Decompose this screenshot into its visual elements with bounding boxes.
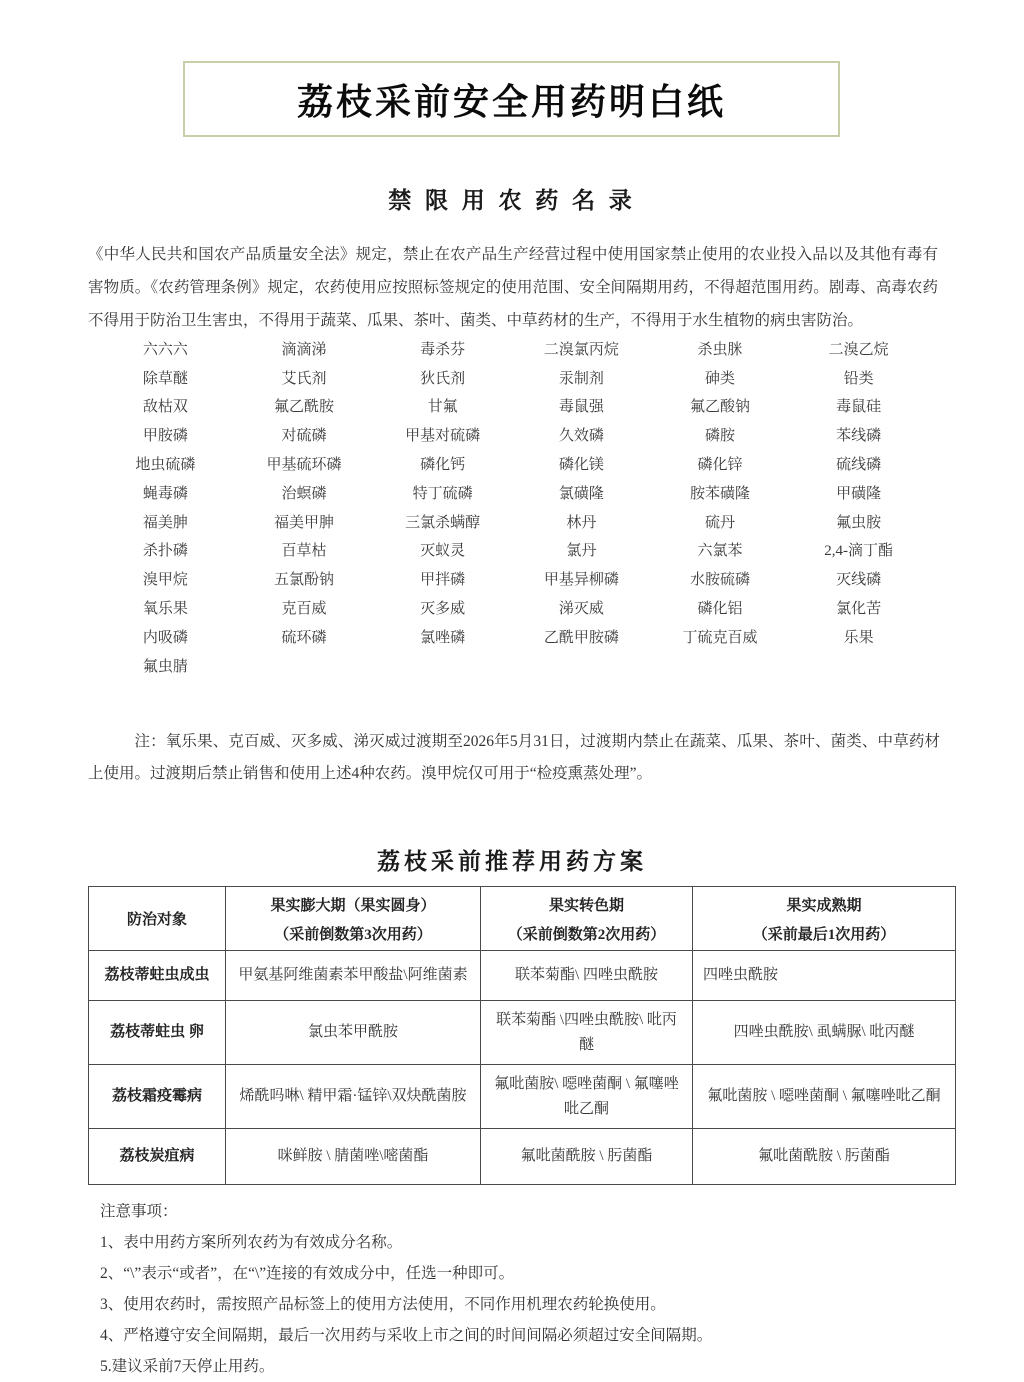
header-line1: 果实转色期 (548, 897, 624, 914)
table-cell: 荔枝蒂蛀虫成虫 (89, 951, 226, 1001)
banned-pesticide-item: 对硫磷 (281, 428, 327, 445)
banned-pesticide-item: 二溴乙烷 (828, 341, 889, 358)
banned-pesticide-item: 乙酰甲胺磷 (543, 629, 619, 646)
banned-pesticide-item: 氟虫腈 (142, 658, 188, 675)
banned-pesticide-item: 林丹 (566, 514, 597, 531)
banned-pesticide-item: 水胺硫磷 (689, 572, 750, 589)
banned-pesticide-item: 蝇毒磷 (142, 485, 188, 502)
banned-pesticide-item: 福美胂 (142, 514, 188, 531)
banned-pesticide-item: 百草枯 (281, 543, 327, 560)
table-header-cell (89, 887, 226, 951)
note-item: 2、“\”表示“或者”，在“\”连接的有效成分中，任选一种即可。 (100, 1265, 515, 1282)
banned-pesticide-item: 艾氏剂 (281, 370, 327, 387)
banned-section-intro: 《中华人民共和国农产品质量安全法》规定，禁止在农产品生产经营过程中使用国家禁止使用的农业投入品以及其他有毒有害物质。《农药管理条例》规定，农药使用应按照标签规定的使用范围、安全间隔期用药，不得超范围用药。剧毒、高毒农药不得用于防治卫生害虫，不得用于蔬菜、瓜果、茶叶、菌类、中草药材的生产，不得用于水生植物的病虫害防治。 (88, 245, 938, 329)
banned-pesticide-item: 六氯苯 (697, 543, 743, 560)
table-header-cell (226, 887, 481, 951)
banned-pesticide-item: 毒杀芬 (420, 341, 466, 358)
banned-pesticide-item: 内吸磷 (142, 629, 188, 646)
banned-pesticide-item: 硫环磷 (281, 629, 327, 646)
table-header-cell (693, 887, 956, 951)
banned-pesticide-item: 氯磺隆 (558, 485, 604, 502)
banned-pesticide-item: 氟乙酸钠 (689, 399, 750, 416)
header-line2: （采前倒数第2次用药） (507, 926, 666, 943)
banned-pesticide-item: 氟虫胺 (836, 514, 882, 531)
banned-pesticide-item: 乐果 (843, 629, 874, 646)
banned-pesticide-item: 苯线磷 (836, 428, 882, 445)
recommendation-table-head (89, 887, 956, 951)
banned-pesticide-item: 磷胺 (704, 428, 735, 445)
banned-pesticide-grid (96, 334, 928, 680)
page-title: 荔枝采前安全用药明白纸 (296, 80, 726, 122)
banned-pesticide-item: 氧乐果 (142, 601, 188, 618)
banned-section-heading: 禁 限 用 农 药 名 录 (388, 188, 636, 213)
banned-pesticide-item: 甲基异柳磷 (543, 572, 619, 589)
banned-pesticide-item: 滴滴涕 (281, 341, 327, 358)
banned-pesticide-item: 二溴氯丙烷 (543, 341, 619, 358)
table-cell: 氟吡菌酰胺 \ 肟菌酯 (481, 1129, 693, 1185)
banned-pesticide-item: 灭蚁灵 (420, 543, 466, 560)
table-cell: 烯酰吗啉\ 精甲霜·锰锌\双炔酰菌胺 (226, 1065, 481, 1129)
banned-pesticide-item: 磷化镁 (558, 457, 604, 474)
banned-pesticide-item: 丁硫克百威 (682, 629, 758, 646)
table-cell: 氟吡菌酰胺 \ 肟菌酯 (693, 1129, 956, 1185)
banned-pesticide-item: 狄氏剂 (420, 370, 466, 387)
banned-pesticide-item: 毒鼠强 (558, 399, 604, 416)
banned-pesticide-item: 五氯酚钠 (273, 572, 334, 589)
banned-pesticide-item: 克百威 (281, 601, 327, 618)
banned-pesticide-item: 氟乙酰胺 (273, 399, 334, 416)
banned-pesticide-item: 甲拌磷 (420, 572, 466, 589)
header-line2: （采前倒数第3次用药） (274, 926, 432, 943)
banned-pesticide-item: 氯化苦 (836, 601, 882, 618)
banned-pesticide-item: 特丁硫磷 (412, 485, 473, 502)
banned-pesticide-item: 杀扑磷 (142, 543, 188, 560)
banned-pesticide-item: 除草醚 (142, 370, 188, 387)
banned-pesticide-item: 杀虫脒 (697, 341, 743, 358)
table-row (89, 951, 956, 1001)
table-cell: 氟吡菌胺\ 噁唑菌酮 \ 氟噻唑吡乙酮 (481, 1065, 693, 1129)
banned-pesticide-item: 汞制剂 (558, 370, 604, 387)
notes-section (100, 1196, 940, 1382)
banned-pesticide-item: 治螟磷 (281, 485, 327, 502)
table-cell: 联苯菊酯 \四唑虫酰胺\ 吡丙醚 (481, 1001, 693, 1065)
table-cell: 咪鲜胺 \ 腈菌唑\嘧菌酯 (226, 1129, 481, 1185)
banned-pesticide-item: 磷化锌 (697, 457, 743, 474)
banned-pesticide-item: 甲基硫环磷 (266, 457, 342, 474)
note-item: 5.建议采前7天停止用药。 (100, 1358, 275, 1375)
banned-pesticide-item: 砷类 (704, 370, 735, 387)
banned-pesticide-item: 胺苯磺隆 (689, 485, 750, 502)
banned-pesticide-item: 2,4-滴丁酯 (824, 543, 894, 560)
notes-heading: 注意事项： (100, 1203, 178, 1220)
table-row (89, 1001, 956, 1065)
banned-pesticide-item: 甘氟 (427, 399, 458, 416)
note-item: 1、表中用药方案所列农药为有效成分名称。 (100, 1234, 403, 1251)
table-header-row (89, 887, 956, 951)
banned-pesticide-item: 磷化铝 (697, 601, 743, 618)
banned-pesticide-item: 磷化钙 (420, 457, 466, 474)
banned-pesticide-item: 氯丹 (566, 543, 597, 560)
table-cell: 荔枝炭疽病 (89, 1129, 226, 1185)
table-cell: 四唑虫酰胺 (693, 951, 956, 1001)
header-line2: （采前最后1次用药） (752, 926, 896, 943)
banned-pesticide-item: 福美甲胂 (273, 514, 334, 531)
banned-pesticide-item: 甲基对硫磷 (405, 428, 481, 445)
table-cell: 荔枝蒂蛀虫 卵 (89, 1001, 226, 1065)
banned-pesticide-item: 甲磺隆 (836, 485, 882, 502)
banned-pesticide-item: 甲胺磷 (142, 428, 188, 445)
banned-pesticide-item: 铅类 (843, 370, 874, 387)
banned-pesticide-item: 久效磷 (558, 428, 604, 445)
table-cell: 氯虫苯甲酰胺 (226, 1001, 481, 1065)
title-box (183, 61, 840, 137)
header-line1: 果实膨大期（果实圆身） (270, 897, 436, 914)
recommendation-table-body (89, 951, 956, 1185)
banned-pesticide-item: 地虫硫磷 (135, 457, 196, 474)
banned-pesticide-item: 灭多威 (420, 601, 466, 618)
note-item: 4、严格遵守安全间隔期，最后一次用药与采收上市之间的时间间隔必须超过安全间隔期。 (100, 1327, 713, 1344)
banned-pesticide-item: 硫线磷 (836, 457, 882, 474)
table-cell: 荔枝霜疫霉病 (89, 1065, 226, 1129)
note-item: 3、使用农药时，需按照产品标签上的使用方法使用，不同作用机理农药轮换使用。 (100, 1296, 666, 1313)
banned-pesticide-item: 溴甲烷 (142, 572, 188, 589)
banned-pesticide-item: 毒鼠硅 (836, 399, 882, 416)
transition-note: 注：氧乐果、克百威、灭多威、涕灭威过渡期至2026年5月31日，过渡期内禁止在蔬菜、瓜果、茶叶、菌类、中草药材上使用。过渡期后禁止销售和使用上述4种农药。溴甲烷仅可用于“检疫熏蒸处理”。 (88, 732, 940, 782)
recommendation-table (88, 886, 956, 1185)
table-row (89, 1065, 956, 1129)
table-cell: 氟吡菌胺 \ 噁唑菌酮 \ 氟噻唑吡乙酮 (693, 1065, 956, 1129)
header-line1: 果实成熟期 (786, 897, 862, 914)
table-cell: 联苯菊酯\ 四唑虫酰胺 (481, 951, 693, 1001)
table-header-cell (481, 887, 693, 951)
banned-pesticide-item: 三氯杀螨醇 (405, 514, 481, 531)
table-cell: 甲氨基阿维菌素苯甲酸盐\阿维菌素 (226, 951, 481, 1001)
banned-pesticide-item: 六六六 (142, 341, 188, 358)
banned-pesticide-item: 氯唑磷 (420, 629, 466, 646)
table-cell: 四唑虫酰胺\ 虱螨脲\ 吡丙醚 (693, 1001, 956, 1065)
notes-list (100, 1227, 940, 1382)
recommend-section-heading: 荔枝采前推荐用药方案 (377, 849, 647, 874)
banned-pesticide-item: 涕灭威 (558, 601, 604, 618)
banned-pesticide-item: 灭线磷 (836, 572, 882, 589)
header-line1: 防治对象 (126, 912, 187, 928)
table-row (89, 1129, 956, 1185)
banned-pesticide-item: 敌枯双 (142, 399, 188, 416)
banned-pesticide-item: 硫丹 (704, 514, 735, 531)
